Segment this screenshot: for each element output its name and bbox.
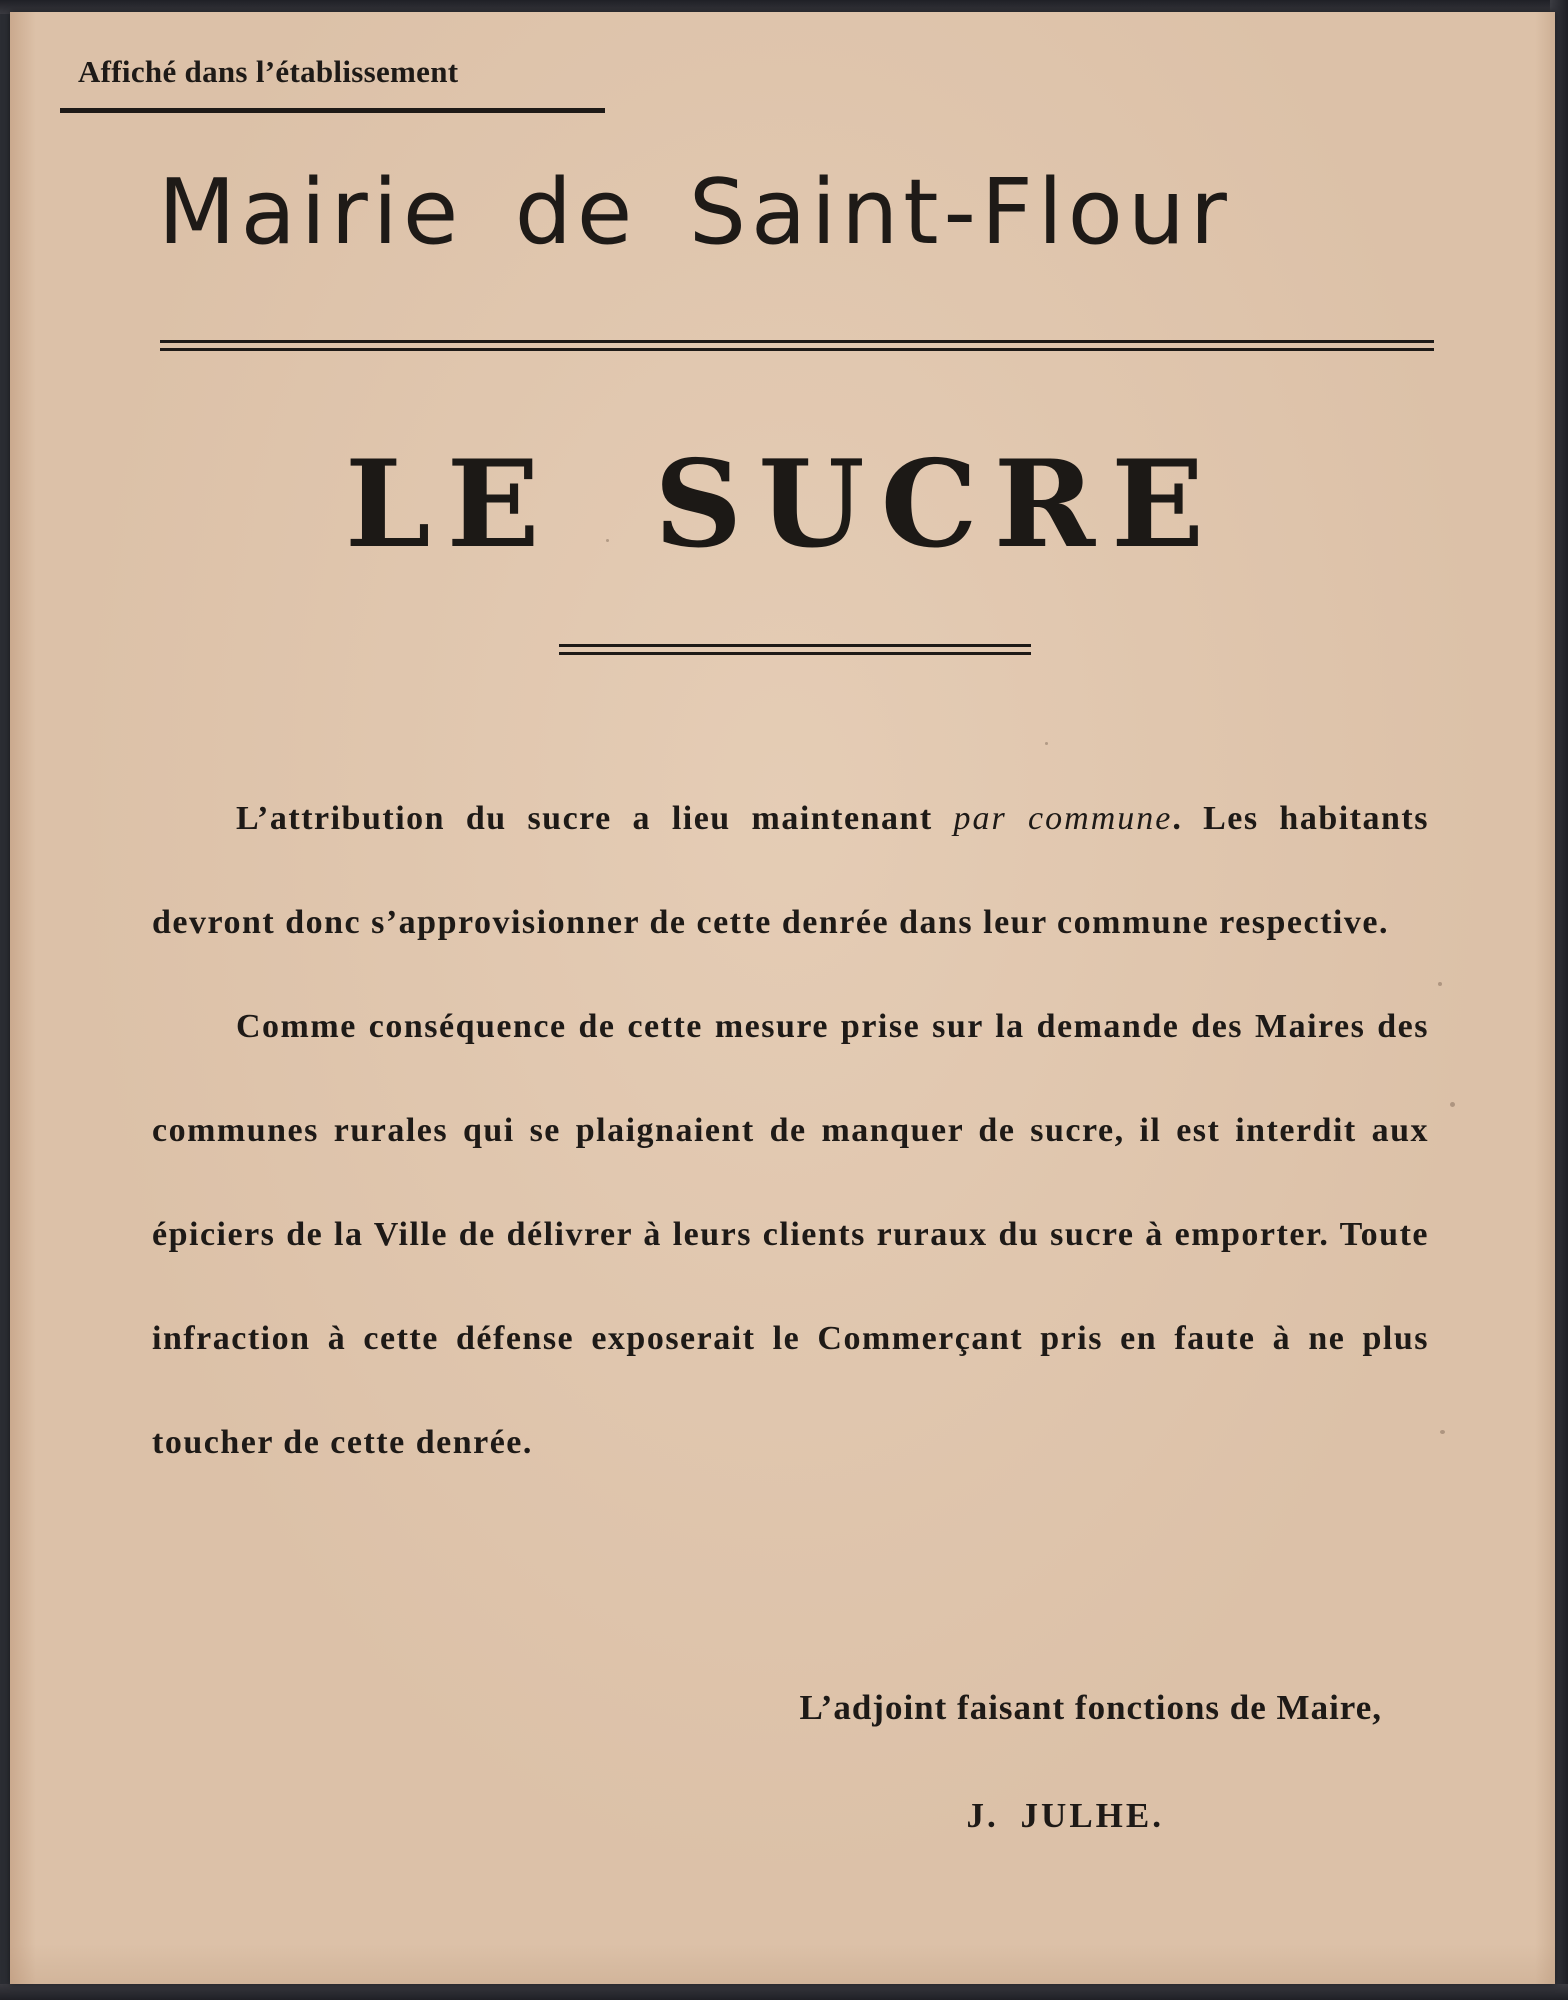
paragraph-prohibition: Comme conséquence de cette mesure prise sur la demande des Maires des communes rurales qui se plaignaient de manquer de sucre, il est interdit aux épiciers de la Ville de délivrer à leurs clients ruraux du sucre à emporter. Toute infraction à cette défense exposerait le Commerçant pris en faute à ne plus toucher de cette denrée. xyxy=(152,1008,1429,1461)
paper-speck xyxy=(1450,1102,1455,1107)
paper-speck xyxy=(1440,1430,1445,1434)
heading-double-rule xyxy=(160,340,1434,351)
title-double-rule xyxy=(559,644,1031,655)
scan-frame-bottom xyxy=(0,1984,1568,2000)
paper-speck xyxy=(1438,982,1442,986)
town-hall-heading: Mairie de Saint-Flour xyxy=(158,160,1232,265)
signatory-title: L’adjoint faisant fonctions de Maire, xyxy=(799,1688,1382,1727)
notice-body xyxy=(152,767,1429,1495)
posted-label: Affiché dans l’établissement xyxy=(78,54,459,89)
paragraph-1-start: L’attribution du sucre a lieu maintenant xyxy=(236,800,954,837)
notice-title: LE SUCRE xyxy=(344,433,1221,575)
paragraph-1-end: . Les habitants devront donc s’approvisionner de cette denrée dans leur commune respective. xyxy=(152,800,1429,941)
signatory-name: J. JULHE. xyxy=(966,1796,1164,1835)
paragraph-attribution xyxy=(152,767,1429,975)
paper-speck xyxy=(1045,742,1048,745)
poster-sheet xyxy=(10,12,1555,1984)
posted-underline xyxy=(60,108,605,113)
paragraph-1-emphasis: par commune xyxy=(953,800,1173,837)
